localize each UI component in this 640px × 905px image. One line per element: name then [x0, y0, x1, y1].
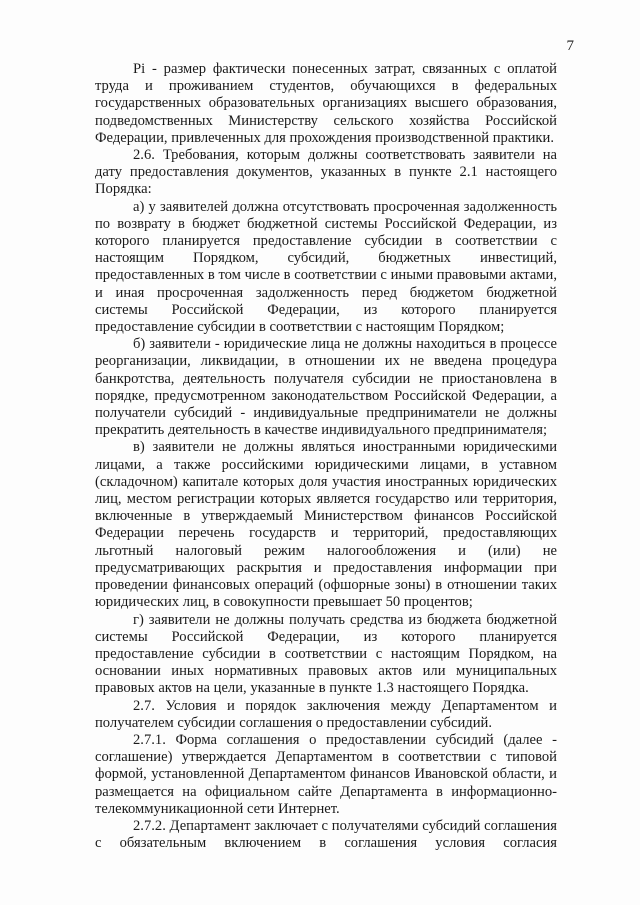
paragraph-2-6-requirements: 2.6. Требования, которым должны соответствовать заявители на дату предоставления документов, указанных в пункте 2.1 настоящего Порядка: [95, 147, 557, 198]
paragraph-requirement-a: а) у заявителей должна отсутствовать просроченная задолженность по возврату в бюджет бюджетной системы Российской Федерации, из которого планируется предоставление субсидии в соответствии с настоящим Порядком, субсидий, бюджетных инвестиций, предоставленных в том числе в соответствии с иными правовыми актами, и иная просроченная задолженность перед бюджетом бюджетной системы Российской Федерации, из которого планируется предоставление субсидии в соответствии с настоящим Порядком; [95, 198, 557, 336]
paragraph-requirement-g: г) заявители не должны получать средства из бюджета бюджетной системы Российской Федерации, из которого планируется предоставление субсидии в соответствии с настоящим Порядком, на основании иных нормативных правовых актов или муниципальных правовых актов на цели, указанные в пункте 1.3 настоящего Порядка. [95, 611, 557, 697]
paragraph-pi-definition: Pi - размер фактически понесенных затрат, связанных с оплатой труда и проживанием студентов, обучающихся в федеральных государственных образовательных организациях высшего образования, подведомственных Министерству сельского хозяйства Российской Федерации, привлеченных для прохождения производственной практики. [95, 61, 557, 146]
paragraph-requirement-b: б) заявители - юридические лица не должны находиться в процессе реорганизации, ликвидации, в отношении их не введена процедура банкротства, деятельность получателя субсидии не приостановлена в порядке, предусмотренном законодательством Российской Федерации, а получатели субсидий - индивидуальные предприниматели не должны прекратить деятельность в качестве индивидуального предпринимателя; [95, 336, 557, 439]
paragraph-2-7-2-agreement-conclusion: 2.7.2. Департамент заключает с получателями субсидий соглашения с обязательным включением в соглашения условия согласия [95, 817, 557, 852]
paragraph-2-7-conditions: 2.7. Условия и порядок заключения между Департаментом и получателем субсидии соглашения о предоставлении субсидий. [95, 697, 557, 731]
paragraph-requirement-v: в) заявители не должны являться иностранными юридическими лицами, а также российскими юридическими лицами, в уставном (складочном) капитале которых доля участия иностранных юридических лиц, местом регистрации которых является государство или территория, включенные в утверждаемый Министерством финансов Российской Федерации перечень государств и территорий, предоставляющих льготный налоговый режим налогообложения и (или) не предусматривающих раскрытия и предоставления информации при проведении финансовых операций (офшорные зоны) в отношении таких юридических лиц, в совокупности превышает 50 процентов; [95, 439, 557, 611]
document-body [95, 61, 557, 852]
paragraph-2-7-1-agreement-form: 2.7.1. Форма соглашения о предоставлении субсидий (далее - соглашение) утверждается Департаментом в соответствии с типовой формой, установленной Департаментом финансов Ивановской области, и размещается на официальном сайте Департамента в информационно-телекоммуникационной сети Интернет. [95, 731, 557, 817]
page-number: 7 [566, 38, 574, 54]
